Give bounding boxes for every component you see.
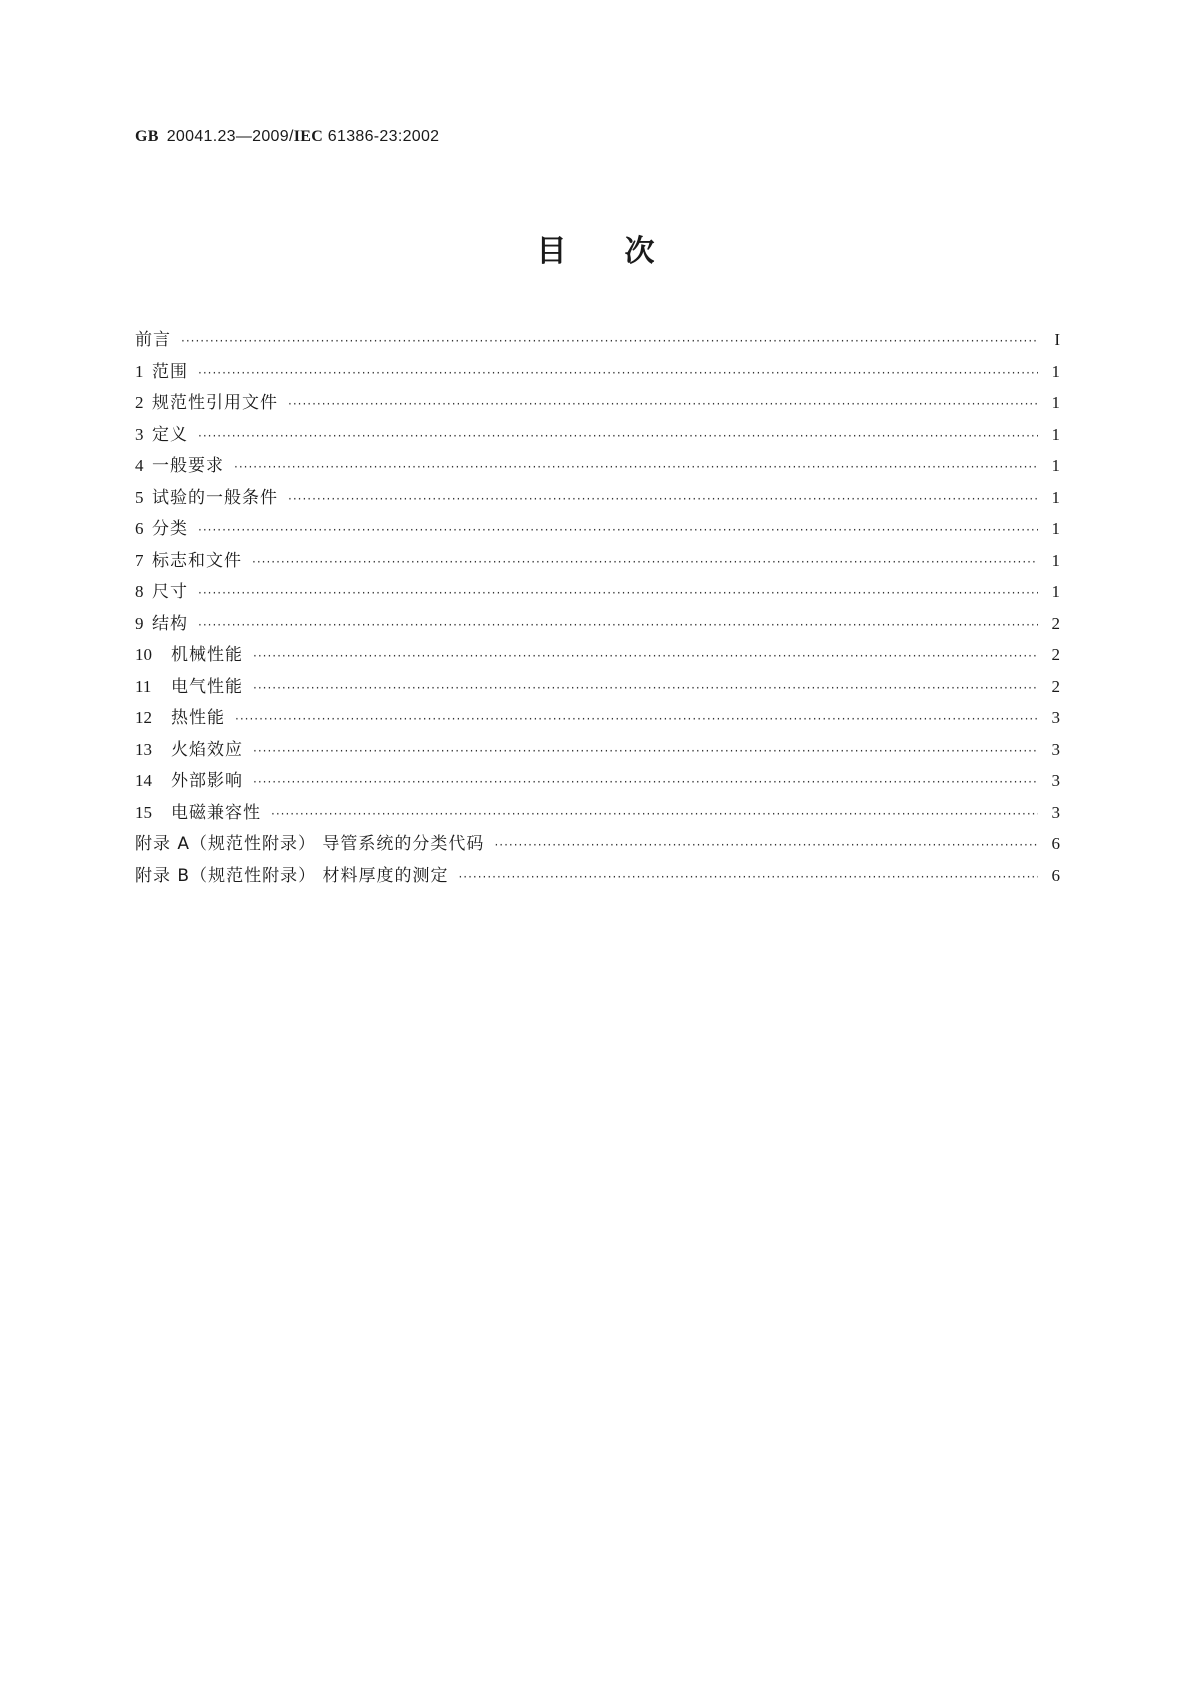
toc-entry-number: 14 <box>135 771 152 790</box>
gb-number: 20041.23—2009/ <box>166 128 294 145</box>
toc-entry-page: 1 <box>1051 424 1060 444</box>
toc-entry-number: 1 <box>135 361 144 381</box>
toc-entry-number: 15 <box>135 802 152 822</box>
toc-entry-page: 1 <box>1051 582 1060 601</box>
toc-entry-page: I <box>1054 330 1060 349</box>
toc-leader-dots <box>288 492 1038 506</box>
toc-leader-dots <box>198 523 1038 537</box>
toc-entry-label: 定义 <box>152 424 188 445</box>
toc-entry-2[interactable] <box>135 388 1060 420</box>
toc-entry-appendix-b[interactable] <box>135 861 1060 893</box>
toc-entry-foreword[interactable] <box>135 325 1060 357</box>
toc-entry-page: 6 <box>1051 865 1060 885</box>
toc-entry-number: 7 <box>135 550 144 570</box>
toc-leader-dots <box>234 460 1038 474</box>
iec-prefix: IEC <box>293 128 324 145</box>
toc-leader-dots <box>198 618 1038 632</box>
toc-leader-dots <box>252 555 1038 569</box>
toc-entry-3[interactable] <box>135 420 1060 452</box>
toc-entry-label: 试验的一般条件 <box>152 487 278 508</box>
toc-leader-dots <box>198 366 1038 380</box>
toc-leader-dots <box>253 649 1038 663</box>
toc-entry-label: 外部影响 <box>171 771 243 791</box>
toc-entry-number: 13 <box>135 739 152 759</box>
toc-entry-14[interactable] <box>135 766 1060 798</box>
toc-entry-label: 结构 <box>152 613 188 634</box>
toc-leader-dots <box>288 397 1038 411</box>
toc-leader-dots <box>253 681 1038 695</box>
toc-entry-page: 2 <box>1051 676 1060 696</box>
toc-entry-6[interactable] <box>135 514 1060 546</box>
toc-entry-label: 热性能 <box>171 708 225 728</box>
toc-entry-12[interactable] <box>135 703 1060 735</box>
toc-leader-dots <box>494 838 1038 852</box>
toc-entry-label: 范围 <box>152 361 188 382</box>
toc-entry-page: 3 <box>1051 708 1060 727</box>
toc-entry-number: 2 <box>135 393 144 412</box>
toc-entry-4[interactable] <box>135 451 1060 483</box>
toc-entry-9[interactable] <box>135 609 1060 641</box>
toc-leader-dots <box>198 586 1038 600</box>
toc-entry-page: 1 <box>1051 550 1060 570</box>
toc-entry-number: 12 <box>135 708 152 727</box>
toc-entry-page: 1 <box>1051 519 1060 538</box>
toc-entry-1[interactable] <box>135 357 1060 389</box>
toc-leader-dots <box>253 744 1038 758</box>
toc-entry-page: 2 <box>1051 645 1060 664</box>
toc-entry-number: 9 <box>135 613 144 633</box>
toc-entry-number: 5 <box>135 487 144 507</box>
toc-entry-label: 机械性能 <box>171 645 243 665</box>
toc-entry-11[interactable] <box>135 672 1060 704</box>
toc-entry-number: 3 <box>135 424 144 444</box>
toc-entry-13[interactable] <box>135 735 1060 767</box>
toc-entry-page: 1 <box>1051 456 1060 475</box>
toc-entry-label: 附录 B（规范性附录） 材料厚度的测定 <box>135 865 449 886</box>
toc-entry-page: 1 <box>1051 487 1060 507</box>
document-code <box>135 128 439 146</box>
toc-leader-dots <box>271 807 1038 821</box>
iec-number: 61386-23:2002 <box>323 128 440 145</box>
toc-leader-dots <box>458 870 1038 884</box>
toc-entry-number: 4 <box>135 456 144 475</box>
toc-entry-page: 6 <box>1051 834 1060 853</box>
toc-entry-number: 10 <box>135 645 152 664</box>
toc-entry-label: 分类 <box>152 519 188 539</box>
toc-leader-dots <box>253 775 1038 789</box>
toc-entry-label: 标志和文件 <box>152 550 242 571</box>
toc-entry-15[interactable] <box>135 798 1060 830</box>
toc-entry-page: 1 <box>1051 393 1060 412</box>
toc-entry-number: 11 <box>135 676 152 696</box>
toc-entry-label: 尺寸 <box>152 582 188 602</box>
toc-entry-page: 2 <box>1051 613 1060 633</box>
toc-entry-appendix-a[interactable] <box>135 829 1060 861</box>
toc-entry-label: 规范性引用文件 <box>152 393 278 413</box>
toc-entry-page: 3 <box>1051 802 1060 822</box>
toc-entry-label: 电磁兼容性 <box>171 802 261 823</box>
toc-entry-page: 1 <box>1051 361 1060 381</box>
toc-entry-10[interactable] <box>135 640 1060 672</box>
toc-entry-label: 火焰效应 <box>171 739 243 760</box>
toc-leader-dots <box>181 334 1038 348</box>
toc-entry-8[interactable] <box>135 577 1060 609</box>
toc-entry-label: 电气性能 <box>171 676 243 697</box>
toc-entry-label: 一般要求 <box>152 456 224 476</box>
toc-entry-5[interactable] <box>135 483 1060 515</box>
page-title: 目次 <box>536 234 713 269</box>
toc-entry-7[interactable] <box>135 546 1060 578</box>
gb-prefix: GB <box>135 128 159 145</box>
toc-entry-page: 3 <box>1051 771 1060 790</box>
toc-entry-number: 6 <box>135 519 144 538</box>
toc-entry-page: 3 <box>1051 739 1060 759</box>
table-of-contents <box>135 325 1060 892</box>
toc-entry-label: 附录 A（规范性附录） 导管系统的分类代码 <box>135 834 485 854</box>
toc-entry-number: 8 <box>135 582 144 601</box>
toc-leader-dots <box>198 429 1038 443</box>
toc-entry-label: 前言 <box>135 330 171 350</box>
toc-leader-dots <box>235 712 1038 726</box>
